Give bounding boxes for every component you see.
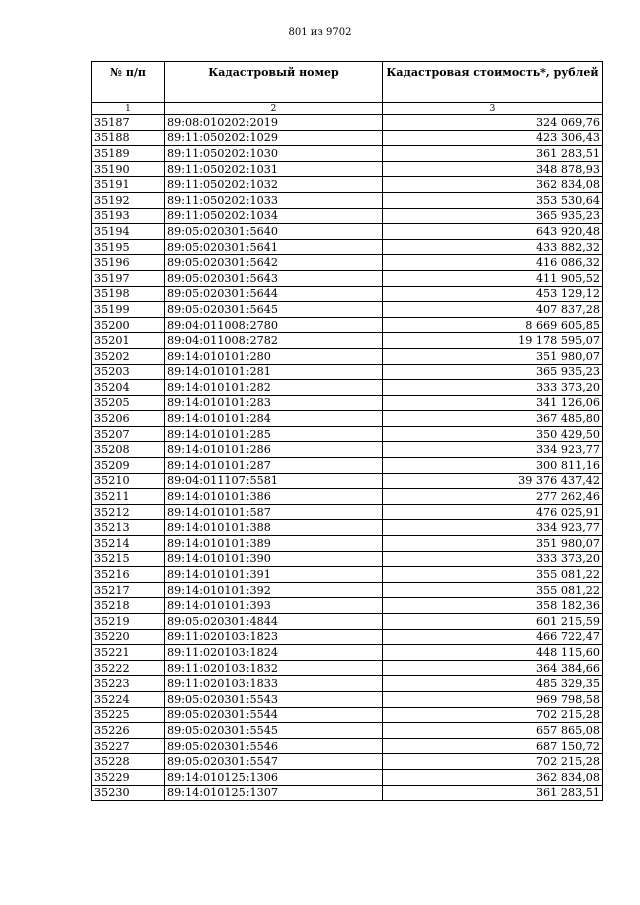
cadastral-value-cell: 362 834,08 <box>383 177 603 193</box>
row-number-cell: 35195 <box>92 239 165 255</box>
table-row <box>92 442 603 458</box>
table-row <box>92 364 603 380</box>
cadastral-value-cell: 466 722,47 <box>383 629 603 645</box>
cadastral-number-cell: 89:05:020301:5640 <box>165 224 383 240</box>
row-number-cell: 35189 <box>92 146 165 162</box>
cadastral-value-cell: 601 215,59 <box>383 614 603 630</box>
row-number-cell: 35197 <box>92 270 165 286</box>
cadastral-number-cell: 89:11:050202:1030 <box>165 146 383 162</box>
cadastral-value-cell: 365 935,23 <box>383 208 603 224</box>
cadastral-value-cell: 702 215,28 <box>383 707 603 723</box>
table-row <box>92 458 603 474</box>
row-number-cell: 35222 <box>92 660 165 676</box>
cadastral-number-cell: 89:05:020301:5641 <box>165 239 383 255</box>
cadastral-value-cell: 476 025,91 <box>383 504 603 520</box>
table-row <box>92 536 603 552</box>
cadastral-number-cell: 89:14:010125:1307 <box>165 785 383 801</box>
table-row <box>92 348 603 364</box>
cadastral-value-cell: 341 126,06 <box>383 395 603 411</box>
cadastral-number-cell: 89:14:010101:282 <box>165 380 383 396</box>
cadastral-number-cell: 89:11:020103:1823 <box>165 629 383 645</box>
row-number-cell: 35228 <box>92 754 165 770</box>
table-row <box>92 161 603 177</box>
row-number-cell: 35212 <box>92 504 165 520</box>
cadastral-value-table <box>91 61 603 801</box>
row-number-cell: 35224 <box>92 691 165 707</box>
cadastral-value-cell: 416 086,32 <box>383 255 603 271</box>
cadastral-value-cell: 367 485,80 <box>383 411 603 427</box>
row-number-cell: 35206 <box>92 411 165 427</box>
row-number-cell: 35191 <box>92 177 165 193</box>
column-number-row <box>92 103 603 115</box>
row-number-cell: 35205 <box>92 395 165 411</box>
cadastral-value-cell: 433 882,32 <box>383 239 603 255</box>
cadastral-number-cell: 89:04:011008:2780 <box>165 317 383 333</box>
row-number-cell: 35210 <box>92 473 165 489</box>
cadastral-value-cell: 358 182,36 <box>383 598 603 614</box>
table-row <box>92 629 603 645</box>
cadastral-value-cell: 333 373,20 <box>383 551 603 567</box>
row-number-cell: 35213 <box>92 520 165 536</box>
row-number-cell: 35204 <box>92 380 165 396</box>
cadastral-value-cell: 702 215,28 <box>383 754 603 770</box>
cadastral-value-cell: 353 530,64 <box>383 192 603 208</box>
row-number-cell: 35219 <box>92 614 165 630</box>
table-row <box>92 286 603 302</box>
cadastral-value-cell: 324 069,76 <box>383 115 603 131</box>
cadastral-value-cell: 969 798,58 <box>383 691 603 707</box>
cadastral-value-cell: 643 920,48 <box>383 224 603 240</box>
cadastral-value-cell: 407 837,28 <box>383 302 603 318</box>
cadastral-number-cell: 89:14:010101:390 <box>165 551 383 567</box>
table-row <box>92 130 603 146</box>
table-row <box>92 598 603 614</box>
table-row <box>92 270 603 286</box>
table-row <box>92 255 603 271</box>
cadastral-value-cell: 351 980,07 <box>383 348 603 364</box>
cadastral-number-cell: 89:14:010101:281 <box>165 364 383 380</box>
cadastral-number-cell: 89:11:050202:1031 <box>165 161 383 177</box>
cadastral-number-cell: 89:11:050202:1029 <box>165 130 383 146</box>
table-row <box>92 411 603 427</box>
cadastral-value-cell: 411 905,52 <box>383 270 603 286</box>
column-number-1: 1 <box>92 103 165 115</box>
cadastral-number-cell: 89:14:010101:280 <box>165 348 383 364</box>
cadastral-value-cell: 334 923,77 <box>383 520 603 536</box>
cadastral-number-cell: 89:05:020301:5547 <box>165 754 383 770</box>
table-row <box>92 754 603 770</box>
table-row <box>92 224 603 240</box>
row-number-cell: 35199 <box>92 302 165 318</box>
cadastral-value-cell: 365 935,23 <box>383 364 603 380</box>
cadastral-number-cell: 89:04:011107:5581 <box>165 473 383 489</box>
cadastral-number-cell: 89:04:011008:2782 <box>165 333 383 349</box>
cadastral-number-cell: 89:14:010101:287 <box>165 458 383 474</box>
cadastral-number-cell: 89:11:050202:1034 <box>165 208 383 224</box>
cadastral-value-cell: 362 834,08 <box>383 769 603 785</box>
cadastral-number-cell: 89:11:020103:1833 <box>165 676 383 692</box>
row-number-cell: 35221 <box>92 645 165 661</box>
cadastral-number-cell: 89:05:020301:5545 <box>165 723 383 739</box>
table-row <box>92 317 603 333</box>
table-row <box>92 614 603 630</box>
row-number-cell: 35230 <box>92 785 165 801</box>
table-row <box>92 426 603 442</box>
cadastral-number-cell: 89:14:010101:285 <box>165 426 383 442</box>
row-number-cell: 35229 <box>92 769 165 785</box>
row-number-cell: 35225 <box>92 707 165 723</box>
cadastral-value-cell: 361 283,51 <box>383 785 603 801</box>
page-number: 801 из 9702 <box>288 27 352 38</box>
table-header-row <box>92 62 603 103</box>
row-number-cell: 35190 <box>92 161 165 177</box>
row-number-cell: 35209 <box>92 458 165 474</box>
row-number-cell: 35200 <box>92 317 165 333</box>
row-number-cell: 35203 <box>92 364 165 380</box>
table-row <box>92 551 603 567</box>
column-number-2: 2 <box>165 103 383 115</box>
cadastral-number-cell: 89:14:010101:284 <box>165 411 383 427</box>
cadastral-number-cell: 89:14:010101:393 <box>165 598 383 614</box>
row-number-cell: 35187 <box>92 115 165 131</box>
cadastral-value-cell: 334 923,77 <box>383 442 603 458</box>
table-row <box>92 660 603 676</box>
cadastral-number-cell: 89:11:020103:1832 <box>165 660 383 676</box>
cadastral-value-cell: 657 865,08 <box>383 723 603 739</box>
table-row <box>92 146 603 162</box>
cadastral-value-cell: 355 081,22 <box>383 582 603 598</box>
cadastral-value-cell: 277 262,46 <box>383 489 603 505</box>
cadastral-value-cell: 348 878,93 <box>383 161 603 177</box>
row-number-cell: 35207 <box>92 426 165 442</box>
cadastral-number-cell: 89:14:010101:386 <box>165 489 383 505</box>
header-cadastral-number: Кадастровый номер <box>165 62 383 103</box>
cadastral-value-cell: 350 429,50 <box>383 426 603 442</box>
cadastral-number-cell: 89:14:010101:389 <box>165 536 383 552</box>
table-row <box>92 582 603 598</box>
table-row <box>92 239 603 255</box>
row-number-cell: 35193 <box>92 208 165 224</box>
cadastral-value-cell: 8 669 605,85 <box>383 317 603 333</box>
table-row <box>92 520 603 536</box>
cadastral-number-cell: 89:05:020301:5644 <box>165 286 383 302</box>
cadastral-value-cell: 687 150,72 <box>383 738 603 754</box>
table-row <box>92 645 603 661</box>
cadastral-number-cell: 89:11:020103:1824 <box>165 645 383 661</box>
table-row <box>92 473 603 489</box>
cadastral-number-cell: 89:05:020301:5642 <box>165 255 383 271</box>
cadastral-number-cell: 89:05:020301:5543 <box>165 691 383 707</box>
table-row <box>92 192 603 208</box>
table-row <box>92 567 603 583</box>
cadastral-number-cell: 89:14:010101:391 <box>165 567 383 583</box>
cadastral-value-cell: 351 980,07 <box>383 536 603 552</box>
cadastral-number-cell: 89:05:020301:5645 <box>165 302 383 318</box>
table-row <box>92 738 603 754</box>
cadastral-number-cell: 89:14:010101:286 <box>165 442 383 458</box>
row-number-cell: 35198 <box>92 286 165 302</box>
table-row <box>92 395 603 411</box>
table-row <box>92 785 603 801</box>
row-number-cell: 35196 <box>92 255 165 271</box>
cadastral-number-cell: 89:14:010101:392 <box>165 582 383 598</box>
row-number-cell: 35214 <box>92 536 165 552</box>
cadastral-number-cell: 89:14:010125:1306 <box>165 769 383 785</box>
table-row <box>92 723 603 739</box>
cadastral-value-cell: 448 115,60 <box>383 645 603 661</box>
cadastral-number-cell: 89:05:020301:4844 <box>165 614 383 630</box>
table-body <box>92 115 603 801</box>
header-row-number: № п/п <box>92 62 165 103</box>
cadastral-number-cell: 89:05:020301:5544 <box>165 707 383 723</box>
row-number-cell: 35218 <box>92 598 165 614</box>
table-row <box>92 380 603 396</box>
row-number-cell: 35223 <box>92 676 165 692</box>
cadastral-value-cell: 364 384,66 <box>383 660 603 676</box>
row-number-cell: 35215 <box>92 551 165 567</box>
cadastral-number-cell: 89:14:010101:587 <box>165 504 383 520</box>
table-row <box>92 769 603 785</box>
row-number-cell: 35201 <box>92 333 165 349</box>
table-row <box>92 333 603 349</box>
row-number-cell: 35217 <box>92 582 165 598</box>
cadastral-value-cell: 355 081,22 <box>383 567 603 583</box>
row-number-cell: 35194 <box>92 224 165 240</box>
table-row <box>92 489 603 505</box>
table-row <box>92 115 603 131</box>
row-number-cell: 35216 <box>92 567 165 583</box>
table-row <box>92 676 603 692</box>
row-number-cell: 35188 <box>92 130 165 146</box>
row-number-cell: 35202 <box>92 348 165 364</box>
row-number-cell: 35211 <box>92 489 165 505</box>
column-number-3: 3 <box>383 103 603 115</box>
table-row <box>92 177 603 193</box>
header-cadastral-value: Кадастровая стоимость*, рублей <box>383 62 603 103</box>
table-row <box>92 208 603 224</box>
cadastral-number-cell: 89:08:010202:2019 <box>165 115 383 131</box>
cadastral-number-cell: 89:14:010101:283 <box>165 395 383 411</box>
cadastral-value-cell: 361 283,51 <box>383 146 603 162</box>
cadastral-number-cell: 89:14:010101:388 <box>165 520 383 536</box>
cadastral-number-cell: 89:05:020301:5643 <box>165 270 383 286</box>
row-number-cell: 35220 <box>92 629 165 645</box>
table-row <box>92 691 603 707</box>
cadastral-value-cell: 300 811,16 <box>383 458 603 474</box>
cadastral-number-cell: 89:11:050202:1033 <box>165 192 383 208</box>
row-number-cell: 35192 <box>92 192 165 208</box>
cadastral-value-cell: 453 129,12 <box>383 286 603 302</box>
table-row <box>92 707 603 723</box>
cadastral-value-cell: 423 306,43 <box>383 130 603 146</box>
table-row <box>92 504 603 520</box>
row-number-cell: 35208 <box>92 442 165 458</box>
cadastral-value-cell: 39 376 437,42 <box>383 473 603 489</box>
cadastral-number-cell: 89:11:050202:1032 <box>165 177 383 193</box>
row-number-cell: 35227 <box>92 738 165 754</box>
cadastral-value-cell: 485 329,35 <box>383 676 603 692</box>
table-row <box>92 302 603 318</box>
row-number-cell: 35226 <box>92 723 165 739</box>
cadastral-number-cell: 89:05:020301:5546 <box>165 738 383 754</box>
cadastral-value-cell: 19 178 595,07 <box>383 333 603 349</box>
cadastral-value-cell: 333 373,20 <box>383 380 603 396</box>
